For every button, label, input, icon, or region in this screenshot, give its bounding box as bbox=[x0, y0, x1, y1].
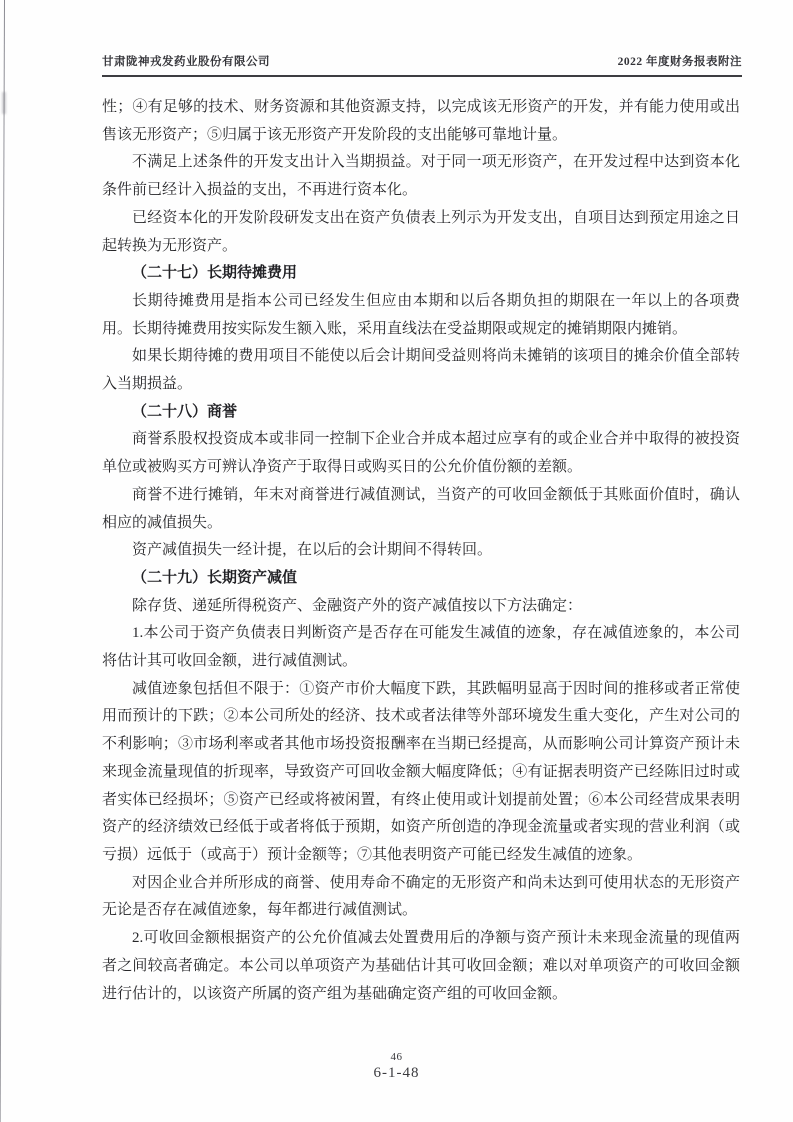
paragraph: 如果长期待摊的费用项目不能使以后会计期间受益则将尚未摊销的该项目的摊余价值全部转入当期损益。 bbox=[102, 348, 740, 393]
scan-smudge-artifact bbox=[2, 92, 6, 114]
paragraph-continued: 性；④有足够的技术、财务资源和其他资源支持，以完成该无形资产的开发，并有能力使用或出售该无形资产；⑤归属于该无形资产开发阶段的支出能够可靠地计量。 bbox=[102, 99, 740, 143]
paragraph: 不满足上述条件的开发支出计入当期损益。对于同一项无形资产，在开发过程中达到资本化条件前已经计入损益的支出，不再进行资本化。 bbox=[102, 154, 740, 199]
paragraph: 2.可收回金额根据资产的公允价值减去处置费用后的净额与资产预计未来现金流量的现值两者之间较高者确定。本公司以单项资产为基础估计其可收回金额；难以对单项资产的可收回金额进行估计的，以该资产所属的资产组为基础确定资产组的可收回金额。 bbox=[102, 930, 740, 1002]
section-heading-29: （二十九）长期资产减值 bbox=[132, 569, 298, 586]
paragraph: 对因企业合并所形成的商誉、使用寿命不确定的无形资产和尚未达到可使用状态的无形资产无论是否存在减值迹象，每年都进行减值测试。 bbox=[102, 874, 740, 919]
page-number: 46 bbox=[390, 1051, 403, 1063]
section-heading-27: （二十七）长期待摊费用 bbox=[132, 265, 298, 282]
paragraph: 除存货、递延所得税资产、金融资产外的资产减值按以下方法确定： bbox=[132, 597, 583, 614]
scan-edge-artifact bbox=[0, 0, 5, 1122]
report-title: 2022 年度财务报表附注 bbox=[617, 56, 742, 68]
paragraph: 商誉不进行摊销，年末对商誉进行减值测试，当资产的可收回金额低于其账面价值时，确认相应的减值损失。 bbox=[102, 486, 740, 531]
paragraph: 商誉系股权投资成本或非同一控制下企业合并成本超过应享有的或企业合并中取得的被投资单位或被购买方可辨认净资产于取得日或购买日的公允价值份额的差额。 bbox=[102, 431, 740, 476]
page-header bbox=[102, 53, 742, 77]
paragraph: 减值迹象包括但不限于：①资产市价大幅度下跌，其跌幅明显高于因时间的推移或者正常使用而预计的下跌；②本公司所处的经济、技术或者法律等外部环境发生重大变化，产生对公司的不利影响；③市场利率或者其他市场投资报酬率在当期已经提高，从而影响公司计算资产预计未来现金流量现值的折现率，导致资产可回收金额大幅度降低；④有证据表明资产已经陈旧过时或者实体已经损坏；⑤资产已经或将被闲置，有终止使用或计划提前处置；⑥本公司经营成果表明资产的经济绩效已经低于或者将低于预期，如资产所创造的净现金流量或者实现的营业利润（或亏损）远低于（或高于）预计金额等；⑦其他表明资产可能已经发生减值的迹象。 bbox=[102, 680, 740, 863]
document-body bbox=[102, 94, 740, 1008]
paragraph: 1.本公司于资产负债表日判断资产是否存在可能发生减值的迹象，存在减值迹象的，本公司将估计其可收回金额，进行减值测试。 bbox=[102, 625, 740, 670]
page-code: 6-1-48 bbox=[373, 1065, 420, 1081]
paragraph: 资产减值损失一经计提，在以后的会计期间不得转回。 bbox=[132, 542, 493, 559]
company-name: 甘肃陇神戎发药业股份有限公司 bbox=[102, 56, 270, 68]
section-heading-28: （二十八）商誉 bbox=[132, 403, 238, 420]
paragraph: 长期待摊费用是指本公司已经发生但应由本期和以后各期负担的期限在一年以上的各项费用。长期待摊费用按实际发生额入账，采用直线法在受益期限或规定的摊销期限内摊销。 bbox=[102, 292, 740, 337]
paragraph: 已经资本化的开发阶段研发支出在资产负债表上列示为开发支出，自项目达到预定用途之日起转换为无形资产。 bbox=[102, 209, 740, 254]
